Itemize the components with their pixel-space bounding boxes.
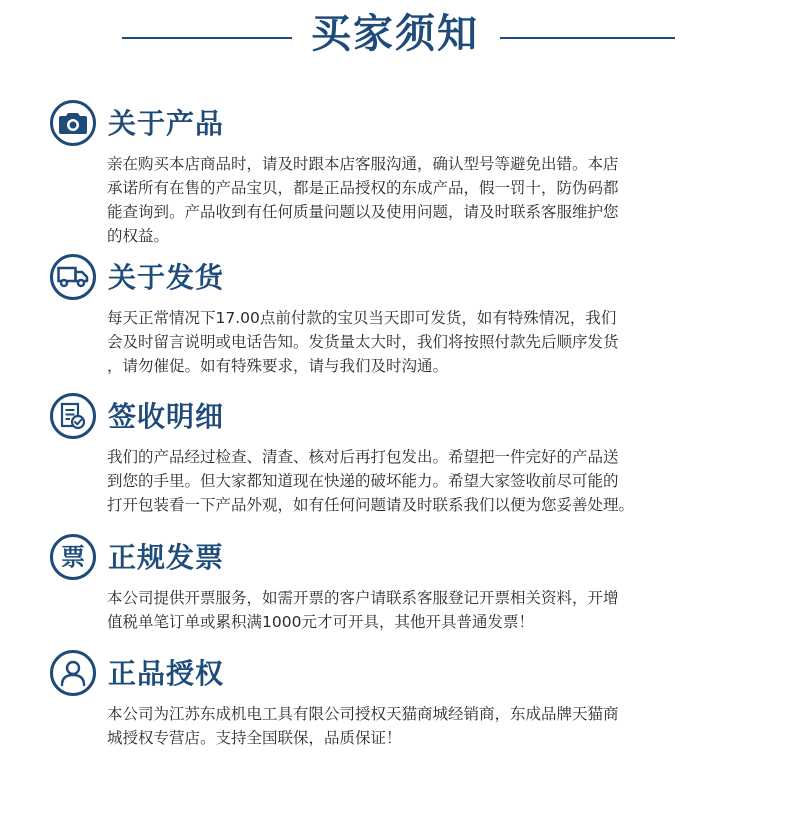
- body-line: 亲在购买本店商品时，请及时跟本店客服沟通，确认型号等避免出错。本店: [107, 155, 619, 173]
- page-header: [0, 0, 790, 70]
- section-heading: 关于产品: [108, 107, 225, 140]
- user-icon: [50, 650, 96, 696]
- body-line: 承诺所有在售的产品宝贝，都是正品授权的东成产品，假一罚十，防伪码都: [107, 179, 619, 197]
- body-line: 每天正常情况下17.00点前付款的宝贝当天即可发货，如有特殊情况，我们: [107, 309, 617, 327]
- body-line: 的权益。: [107, 227, 170, 245]
- body-line: 会及时留言说明或电话告知。发货量太大时，我们将按照付款先后顺序发货: [107, 333, 619, 351]
- title-divider-left: [122, 37, 292, 39]
- body-line: 能查询到。产品收到有任何质量问题以及使用问题，请及时联系客服维护您: [107, 203, 619, 221]
- section-body: [107, 152, 722, 248]
- title-divider-right: [500, 37, 675, 39]
- body-line: ，请勿催促。如有特殊要求，请与我们及时沟通。: [107, 357, 449, 375]
- body-line: 本公司提供开票服务，如需开票的客户请联系客服登记开票相关资料，开增: [107, 589, 619, 607]
- section-heading: 正规发票: [108, 541, 225, 574]
- body-line: 打开包装看一下产品外观，如有任何问题请及时联系我们以便为您妥善处理。: [107, 496, 635, 514]
- section-body: [107, 445, 722, 517]
- body-line: 值税单笔订单或累积满1000元才可开具，其他开具普通发票！: [107, 613, 534, 631]
- section-heading: 关于发货: [108, 261, 225, 294]
- section-heading: 签收明细: [108, 400, 225, 433]
- section-heading: 正品授权: [108, 657, 225, 690]
- document-check-icon: [50, 393, 96, 439]
- body-line: 城授权专营店。支持全国联保，品质保证！: [107, 729, 402, 747]
- page-title: 买家须知: [311, 11, 479, 57]
- invoice-icon-label: 票: [61, 543, 85, 571]
- body-line: 到您的手里。但大家都知道现在快递的破坏能力。希望大家签收前尽可能的: [107, 472, 619, 490]
- section-body: [107, 586, 722, 634]
- camera-icon: [50, 100, 96, 146]
- delivery-truck-icon: [50, 254, 96, 300]
- body-line: 我们的产品经过检查、清查、核对后再打包发出。希望把一件完好的产品送: [107, 448, 619, 466]
- body-line: 本公司为江苏东成机电工具有限公司授权天猫商城经销商，东成品牌天猫商: [107, 705, 619, 723]
- section-body: [107, 306, 722, 378]
- section-body: [107, 702, 722, 750]
- invoice-icon: [50, 534, 96, 580]
